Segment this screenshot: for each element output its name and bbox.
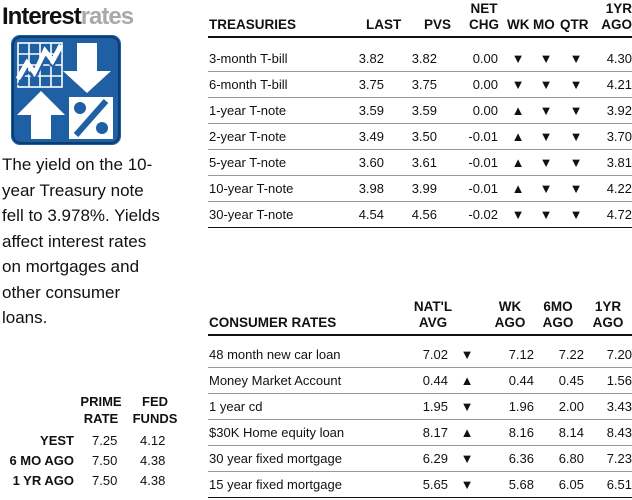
trend-icon: ▼ [460, 347, 474, 362]
previous-value: 4.56 [411, 207, 437, 222]
security-name: 10-year T-note [209, 181, 294, 196]
row-label: 6 MO AGO [9, 453, 74, 468]
header-1yr: 1YR [594, 299, 622, 314]
year-ago-value: 1.56 [606, 373, 632, 388]
security-name: 2-year T-note [209, 129, 287, 144]
net-change-value: 0.00 [472, 51, 498, 66]
last-value: 3.60 [358, 155, 384, 170]
prime-value: 7.50 [92, 453, 118, 468]
trend-icon: ▼ [460, 477, 474, 492]
trend-icon: ▲ [460, 373, 474, 388]
table-row [208, 420, 632, 446]
prime-rate-table [2, 393, 188, 491]
trend-icon: ▲ [460, 425, 474, 440]
year-ago-value: 7.23 [606, 451, 632, 466]
year-ago-value: 8.43 [606, 425, 632, 440]
week-ago-value: 0.44 [508, 373, 534, 388]
week-trend-icon: ▲ [511, 129, 525, 144]
prime-table-header [2, 393, 188, 431]
year-ago-value: 4.72 [606, 207, 632, 222]
quarter-trend-icon: ▼ [569, 207, 583, 222]
table-row [208, 472, 632, 498]
consumer-header [208, 294, 632, 336]
national-average-value: 8.17 [422, 425, 448, 440]
national-average-value: 1.95 [422, 399, 448, 414]
table-row [2, 471, 188, 491]
national-average-value: 6.29 [422, 451, 448, 466]
week-ago-value: 8.16 [508, 425, 534, 440]
six-months-ago-value: 8.14 [558, 425, 584, 440]
week-trend-icon: ▲ [511, 181, 525, 196]
month-trend-icon: ▼ [539, 207, 553, 222]
table-row [208, 98, 632, 124]
row-label: 1 YR AGO [12, 473, 74, 488]
loan-name: 48 month new car loan [209, 347, 341, 362]
header-chg: CHG [469, 17, 499, 32]
year-ago-value: 6.51 [606, 477, 632, 492]
six-months-ago-value: 6.80 [558, 451, 584, 466]
previous-value: 3.59 [411, 103, 437, 118]
security-name: 5-year T-note [209, 155, 287, 170]
year-ago-value: 7.20 [606, 347, 632, 362]
table-row [208, 72, 632, 98]
national-average-value: 7.02 [422, 347, 448, 362]
last-value: 3.75 [358, 77, 384, 92]
prime-value: 7.50 [92, 473, 118, 488]
quarter-trend-icon: ▼ [569, 77, 583, 92]
row-label: YEST [40, 433, 74, 448]
last-value: 3.59 [358, 103, 384, 118]
week-ago-value: 6.36 [508, 451, 534, 466]
year-ago-value: 4.30 [606, 51, 632, 66]
consumer-rates-table [208, 294, 632, 498]
month-trend-icon: ▼ [539, 155, 553, 170]
week-ago-value: 1.96 [508, 399, 534, 414]
header-wk: WK [498, 299, 522, 314]
net-change-value: 0.00 [472, 77, 498, 92]
security-name: 30-year T-note [209, 207, 294, 222]
section-title [2, 3, 133, 31]
trend-icon: ▼ [460, 451, 474, 466]
trend-icon: ▼ [460, 399, 474, 414]
header-natl: NAT'L [413, 299, 453, 314]
treasuries-header [208, 0, 632, 38]
treasuries-table [208, 0, 632, 228]
last-value: 3.82 [358, 51, 384, 66]
header-mo: MO [533, 17, 555, 32]
month-trend-icon: ▼ [539, 129, 553, 144]
table-row [208, 150, 632, 176]
quarter-trend-icon: ▼ [569, 103, 583, 118]
header-avg: AVG [418, 315, 448, 330]
net-change-value: -0.01 [468, 181, 498, 196]
week-trend-icon: ▼ [511, 51, 525, 66]
table-row [208, 446, 632, 472]
year-ago-value: 3.81 [606, 155, 632, 170]
table-row [208, 46, 632, 72]
month-trend-icon: ▼ [539, 103, 553, 118]
header-1yr: 1YR [605, 1, 632, 16]
year-ago-value: 4.21 [606, 77, 632, 92]
header-last: LAST [366, 17, 402, 32]
header-qtr: QTR [560, 17, 589, 32]
header-net: NET [470, 1, 498, 16]
table-row [208, 394, 632, 420]
table-row [208, 124, 632, 150]
loan-name: Money Market Account [209, 373, 342, 388]
security-name: 6-month T-bill [209, 77, 288, 92]
previous-value: 3.50 [411, 129, 437, 144]
week-trend-icon: ▼ [511, 77, 525, 92]
month-trend-icon: ▼ [539, 181, 553, 196]
table-row [2, 431, 188, 451]
year-ago-value: 3.70 [606, 129, 632, 144]
loan-name: 1 year cd [209, 399, 263, 414]
table-row [208, 176, 632, 202]
net-change-value: 0.00 [472, 103, 498, 118]
quarter-trend-icon: ▼ [569, 155, 583, 170]
year-ago-value: 4.22 [606, 181, 632, 196]
week-trend-icon: ▲ [511, 103, 525, 118]
header-wk: WK [507, 17, 530, 32]
header-6mo: 6MO [543, 299, 573, 314]
fed-value: 4.12 [140, 433, 166, 448]
table-row [208, 342, 632, 368]
consumer-title: CONSUMER RATES [209, 315, 337, 330]
week-trend-icon: ▼ [511, 207, 525, 222]
prime-value: 7.25 [92, 433, 118, 448]
security-name: 3-month T-bill [209, 51, 288, 66]
previous-value: 3.75 [411, 77, 437, 92]
table-row [208, 202, 632, 228]
month-trend-icon: ▼ [539, 51, 553, 66]
treasuries-title: TREASURIES [209, 17, 297, 32]
net-change-value: -0.01 [468, 155, 498, 170]
interest-rates-logo-icon [11, 35, 121, 145]
table-row [208, 368, 632, 394]
year-ago-value: 3.43 [606, 399, 632, 414]
previous-value: 3.82 [411, 51, 437, 66]
fed-value: 4.38 [140, 473, 166, 488]
six-months-ago-value: 2.00 [558, 399, 584, 414]
loan-name: $30K Home equity loan [209, 425, 345, 440]
six-months-ago-value: 0.45 [558, 373, 584, 388]
quarter-trend-icon: ▼ [569, 129, 583, 144]
header-6mo-ago: AGO [542, 315, 574, 330]
previous-value: 3.99 [411, 181, 437, 196]
previous-value: 3.61 [411, 155, 437, 170]
table-row [2, 451, 188, 471]
header-wk-ago: AGO [494, 315, 526, 330]
week-trend-icon: ▲ [511, 155, 525, 170]
loan-name: 15 year fixed mortgage [209, 477, 342, 492]
last-value: 3.98 [358, 181, 384, 196]
week-ago-value: 5.68 [508, 477, 534, 492]
six-months-ago-value: 6.05 [558, 477, 584, 492]
title-word-interest: Interest [2, 3, 81, 30]
national-average-value: 0.44 [422, 373, 448, 388]
net-change-value: -0.01 [468, 129, 498, 144]
net-change-value: -0.02 [468, 207, 498, 222]
summary-text: The yield on the 10-year Treasury note fell to 3.978%. Yields affect interest rates on mortgages and other consumer loans. [2, 155, 160, 327]
header-prime-rate: PRIME RATE [80, 394, 122, 426]
header-ago: AGO [601, 17, 632, 32]
quarter-trend-icon: ▼ [569, 51, 583, 66]
quarter-trend-icon: ▼ [569, 181, 583, 196]
national-average-value: 5.65 [422, 477, 448, 492]
six-months-ago-value: 7.22 [558, 347, 584, 362]
last-value: 3.49 [358, 129, 384, 144]
fed-value: 4.38 [140, 453, 166, 468]
year-ago-value: 3.92 [606, 103, 632, 118]
header-fed-funds: FED FUNDS [132, 394, 178, 426]
last-value: 4.54 [358, 207, 384, 222]
week-ago-value: 7.12 [508, 347, 534, 362]
security-name: 1-year T-note [209, 103, 287, 118]
header-pvs: PVS [424, 17, 452, 32]
header-1yr-ago: AGO [592, 315, 624, 330]
month-trend-icon: ▼ [539, 77, 553, 92]
loan-name: 30 year fixed mortgage [209, 451, 342, 466]
title-word-rates: rates [80, 3, 134, 30]
